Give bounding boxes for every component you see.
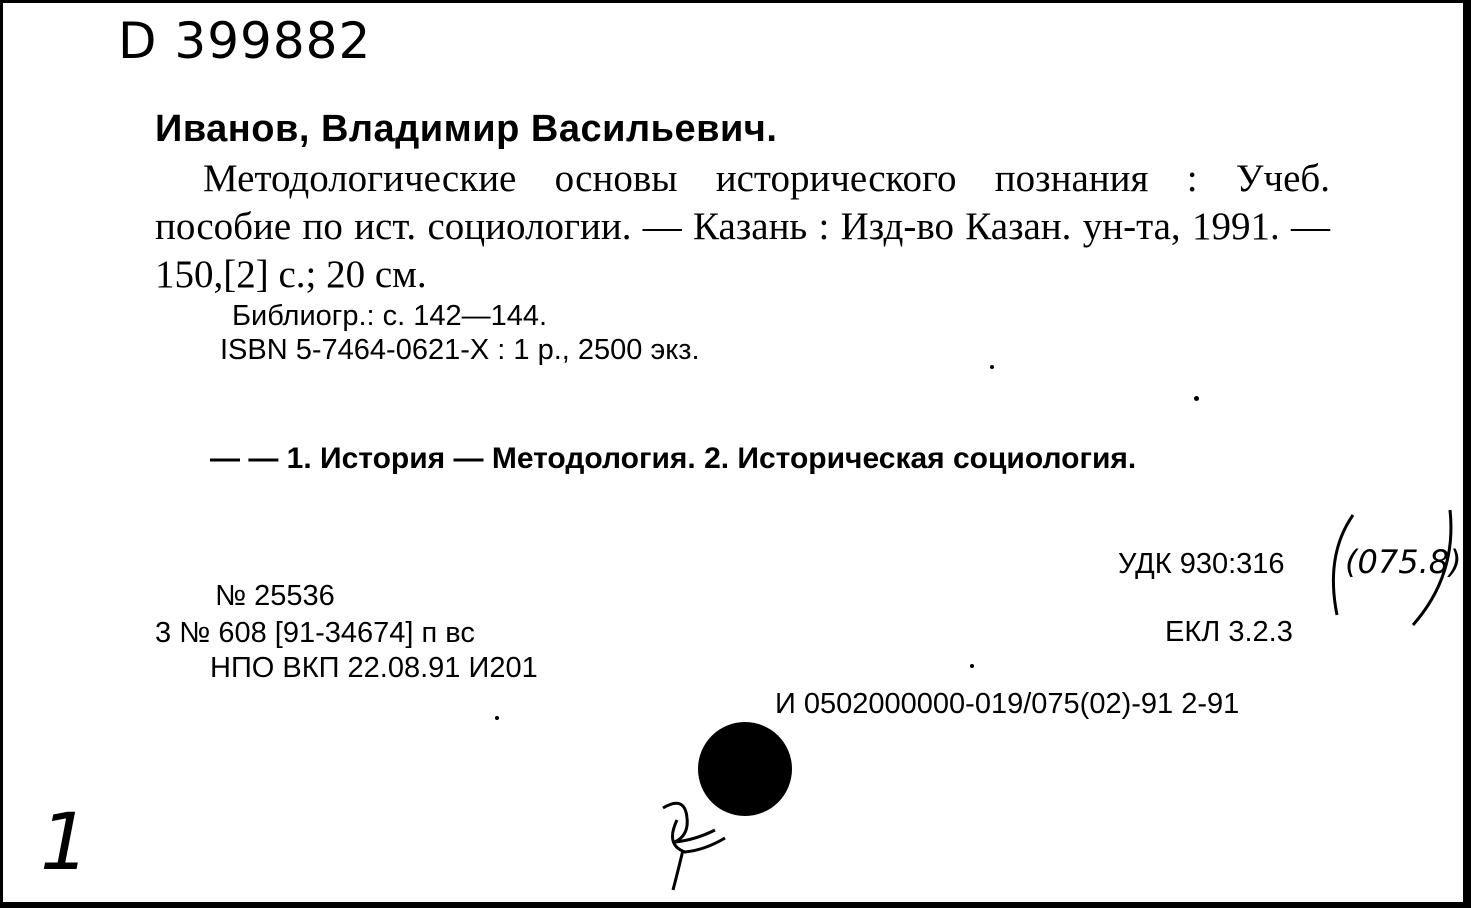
card-border-right xyxy=(1463,0,1471,908)
udk-code: УДК 930:316 xyxy=(1118,548,1285,580)
speck-1 xyxy=(990,365,994,369)
call-number: D 399882 xyxy=(118,12,372,70)
svg-text:(075.8): (075.8) xyxy=(1345,543,1462,581)
speck-3 xyxy=(970,664,974,668)
ekl-code: ЕКЛ 3.2.3 xyxy=(1165,616,1293,648)
title-description: Методологические основы исторического познания : Учеб. пособие по ист. социологии. — Казань : Изд-во Казан. ун-та, 1991. — 150,[2] с.; 20 см. xyxy=(155,157,1330,296)
catalog-number: № 25536 xyxy=(215,580,335,612)
speck-4 xyxy=(495,716,499,720)
card-border-top xyxy=(0,0,1471,3)
handwritten-number: 1 xyxy=(40,798,90,888)
subject-headings: — — 1. История — Методология. 2. Историческая социология. xyxy=(210,442,1137,475)
udk-handwritten-annotation xyxy=(1295,505,1465,630)
handwritten-symbol xyxy=(655,790,735,895)
npo-line: НПО ВКП 22.08.91 И201 xyxy=(210,652,538,684)
speck-2 xyxy=(1194,396,1199,401)
index-code: И 0502000000-019/075(02)-91 2-91 xyxy=(775,688,1240,720)
card-border-bottom xyxy=(0,902,1471,908)
bibliography-note: Библиогр.: с. 142—144. xyxy=(232,300,548,332)
author-heading: Иванов, Владимир Васильевич. xyxy=(155,108,778,150)
isbn-line: ISBN 5-7464-0621-X : 1 р., 2500 экз. xyxy=(220,334,700,366)
card-border-left xyxy=(0,0,3,908)
print-number: 3 № 608 [91-34674] п вс xyxy=(155,617,475,649)
